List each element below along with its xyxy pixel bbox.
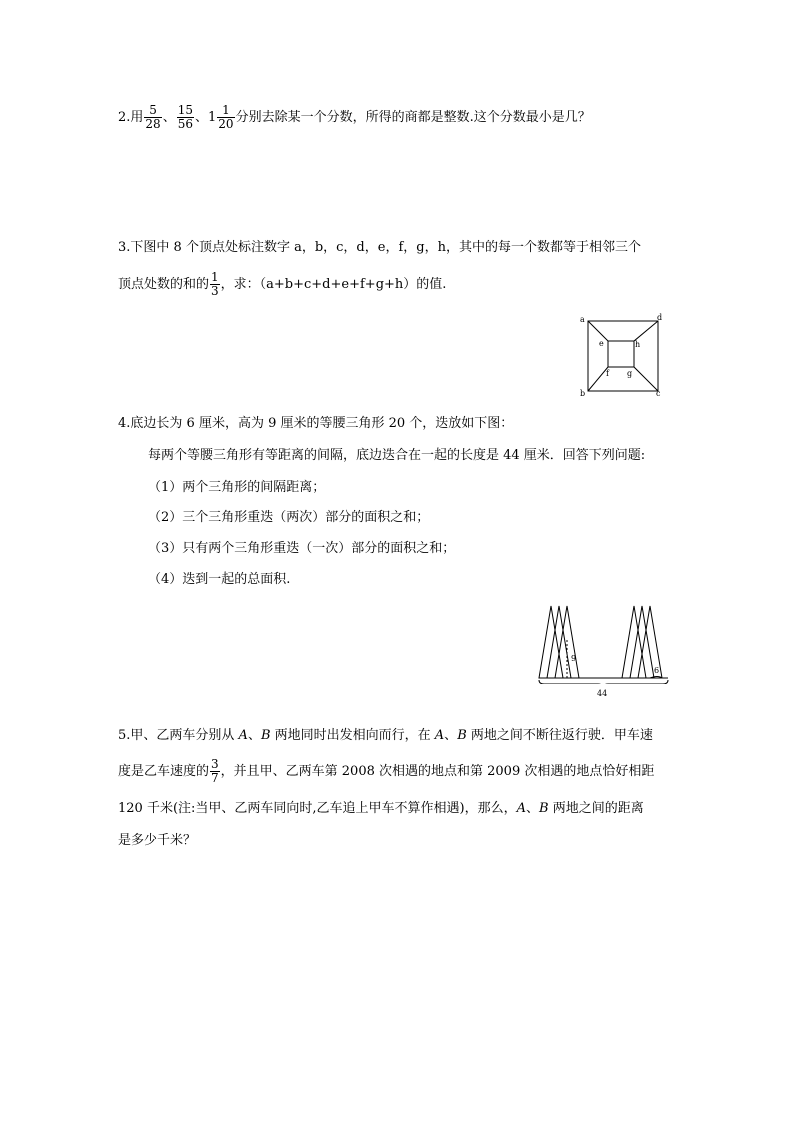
q5-line-3: 120 千米(注:当甲、乙两车同向时,乙车追上甲车不算作相遇)，那么，A、B 两地之间的距离 — [118, 801, 644, 816]
label-d: d — [657, 313, 663, 322]
label-g: g — [627, 369, 633, 378]
question-2: 2.用 $\frac{5}{28}$ 、 $\frac{15}{56}$ 、1 $\frac{1}{20}$ 分别去除某一个分数，所得的商都是整数.这个分数最小是几？ — [118, 103, 591, 131]
edge-b-f — [588, 367, 608, 391]
label-a: a — [580, 315, 585, 324]
fraction-15-56: $\frac{15}{56}$ — [177, 103, 193, 131]
fraction-1-20: $\frac{1}{20}$ — [218, 103, 234, 131]
label-h: h — [635, 340, 641, 349]
q2-lead: 用 — [130, 110, 144, 125]
q5-line-2: 度是乙车速度的 $\frac{3}{7}$ ，并且甲、乙两车第 2008 次相遇的地点和第 2009 次相遇的地点恰好相距 — [118, 757, 655, 785]
edge-c-g — [634, 367, 658, 391]
q2-number: 2. — [118, 110, 131, 125]
triangle-left-1 — [539, 606, 563, 678]
square-figure — [572, 312, 672, 400]
label-e: e — [599, 339, 604, 348]
q5-line-4: 是多少千米？ — [118, 833, 197, 848]
fraction-3-7: $\frac{3}{7}$ — [211, 757, 219, 785]
q3-line-1: 3.下图中 8 个顶点处标注数字 a，b，c，d，e，f，g，h，其中的每一个数都等于相邻三个 — [118, 240, 641, 255]
q4-item-3: （3）只有两个三角形重迭（一次）部分的面积之和； — [148, 541, 456, 556]
q4-item-4: （4）迭到一起的总面积. — [148, 572, 291, 587]
triangle-right-1 — [622, 606, 646, 678]
label-b: b — [580, 389, 586, 398]
label-f: f — [606, 369, 609, 378]
edge-a-e — [588, 321, 608, 341]
fraction-5-28: $\frac{5}{28}$ — [145, 103, 161, 131]
triangles-figure — [534, 604, 676, 684]
q4-item-1: （1）两个三角形的间隔距离； — [148, 480, 326, 495]
q2-tail: 分别去除某一个分数，所得的商都是整数.这个分数最小是几？ — [235, 110, 591, 125]
fraction-1-3: $\frac{1}{3}$ — [211, 270, 219, 298]
q4-line-2: 每两个等腰三角形有等距离的间隔，底边迭合在一起的长度是 44 厘米．回答下列问题: — [148, 448, 646, 463]
label-total: 44 — [597, 689, 608, 698]
q4-line-1: 4.底边长为 6 厘米，高为 9 厘米的等腰三角形 20 个，迭放如下图： — [118, 416, 514, 431]
label-base: 6 — [654, 666, 660, 675]
edge-d-h — [634, 321, 658, 341]
label-c: c — [656, 389, 661, 398]
q5-line-1: 5.甲、乙两车分别从 A、B 两地同时出发相向而行，在 A、B 两地之间不断往返行驶．甲车速 — [118, 728, 653, 743]
q4-item-2: （2）三个三角形重迭（两次）部分的面积之和； — [148, 510, 430, 525]
total-brace — [539, 680, 668, 684]
mixed-whole: 1 — [208, 110, 217, 125]
inner-square — [608, 341, 634, 367]
triangle-right-2 — [630, 606, 654, 678]
label-height: 9 — [571, 654, 577, 663]
q3-line-2: 顶点处数的和的 $\frac{1}{3}$ ，求：（a+b+c+d+e+f+g+h）的值. — [118, 270, 447, 298]
